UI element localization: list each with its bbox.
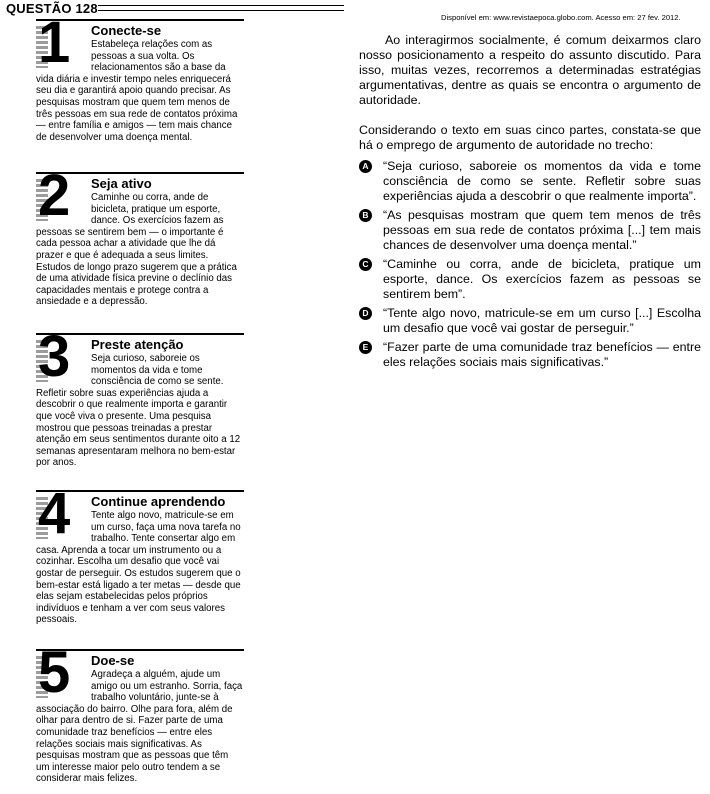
option-text: “Tente algo novo, matricule-se em um curso [...] Escolha um desafio que você vai gostar de perseguir.” — [383, 306, 701, 335]
option-a[interactable] — [359, 159, 701, 204]
question-title: QUESTÃO 128 — [6, 1, 98, 16]
section-heading: Continue aprendendo — [91, 494, 226, 509]
title-divider — [98, 5, 344, 11]
option-d[interactable] — [359, 306, 701, 336]
section-text: Caminhe ou corra, ande de bicicleta, pratique um esporte, dance. Os exercícios fazem as pessoas se sentirem bem — o importante é cada pessoa achar a atividade que lhe dá prazer e que é adequada a seus limites. Estudos de longo prazo sugerem que a prática de uma atividade física previne o declínio das capacidades mentais e protege contra a ansiedade e a depressão. — [36, 192, 237, 308]
option-c[interactable] — [359, 257, 701, 302]
option-text: “As pesquisas mostram que quem tem menos de três pessoas em sua rede de contatos próxima [...] tem mais chances de desenvolver uma doença mental.” — [383, 208, 701, 252]
question-command: Considerando o texto em suas cinco partes, constata-se que há o emprego de argumento de autoridade no trecho: — [359, 123, 701, 152]
option-text: “Seja curioso, saboreie os momentos da vida e tome consciência de como se sente. Refletir sobre suas experiências ajuda a descobrir o que realmente importa”. — [383, 159, 701, 203]
section-text: Tente algo novo, matricule-se em um curso, faça uma nova tarefa no trabalho. Tente consertar algo em casa. Aprenda a tocar um instrumento ou a cozinhar. Escolha um desafio que você vai gostar de perseguir. Os estudos sugerem que o bem-estar está ligado a ter metas — desde que elas sejam estabelecidas pelos próprios indivíduos e tenham a ver com seus valores pessoais. — [36, 510, 241, 626]
section-5 — [36, 640, 244, 785]
section-4 — [36, 481, 244, 626]
section-number: 5 — [38, 640, 69, 705]
option-letter-badge: E — [359, 341, 372, 354]
section-number-block — [36, 640, 88, 705]
section-number-block — [36, 163, 88, 228]
section-1 — [36, 10, 244, 143]
section-heading: Seja ativo — [91, 176, 152, 191]
option-letter-badge: C — [359, 258, 372, 271]
section-2 — [36, 163, 244, 308]
section-text: Seja curioso, saboreie os momentos da vida e tome consciência de como se sente. Refletir sobre suas experiências ajuda a descobrir o que realmente importa e garantir que você viva o presente. Uma pesquisa mostrou que pessoas treinadas a prestar atenção em seus sentimentos durante oito a 12 semanas apresentaram melhora no bem-estar por anos. — [36, 353, 241, 469]
section-text: Agradeça a alguém, ajude um amigo ou um estranho. Sorria, faça trabalho voluntário, junte-se à associação do bairro. Olhe para fora, além de olhar para dentro de si. Fazer parte de uma comunidade traz benefícios — entre eles relações sociais mais significativas. As pesquisas mostram que as pessoas que têm um interesse maior pelo outro tendem a se considerar mais felizes. — [36, 669, 243, 785]
section-heading: Doe-se — [91, 653, 135, 668]
section-heading: Preste atenção — [91, 337, 184, 352]
section-number: 3 — [38, 324, 69, 389]
option-b[interactable] — [359, 208, 701, 253]
question-body — [359, 33, 701, 374]
option-text: “Fazer parte de uma comunidade traz benefícios — entre eles relações sociais mais significativas.” — [383, 340, 701, 369]
section-text: Estabeleça relações com as pessoas a sua volta. Os relacionamentos são a base da vida diária e investir tempo neles enriquecerá seu dia e garantirá apoio quando precisar. As pesquisas mostram que quem tem menos de três pessoas em sua rede de contatos próxima — entre família e amigos — tem mais chance de desenvolver uma doença mental. — [36, 39, 238, 143]
section-number-block — [36, 324, 88, 389]
option-letter-badge: D — [359, 307, 372, 320]
option-e[interactable] — [359, 340, 701, 370]
section-number: 1 — [38, 10, 69, 75]
section-number: 2 — [38, 163, 69, 228]
section-number-block — [36, 481, 88, 546]
option-letter-badge: B — [359, 209, 372, 222]
intro-paragraph: Ao interagirmos socialmente, é comum deixarmos claro nosso posicionamento a respeito do assunto discutido. Para isso, muitas vezes, recorremos a determinadas estratégias argumentativas, dentre as quais se encontra o argumento de autoridade. — [359, 33, 701, 107]
section-number-block — [36, 10, 88, 75]
source-citation: Disponível em: www.revistaepoca.globo.com. Acesso em: 27 fev. 2012. — [441, 13, 681, 22]
section-3 — [36, 324, 244, 469]
section-heading: Conecte-se — [91, 23, 162, 38]
section-number: 4 — [38, 481, 69, 546]
option-letter-badge: A — [359, 160, 372, 173]
option-text: “Caminhe ou corra, ande de bicicleta, pratique um esporte, dance. Os exercícios fazem as pessoas se sentirem bem”. — [383, 257, 701, 301]
